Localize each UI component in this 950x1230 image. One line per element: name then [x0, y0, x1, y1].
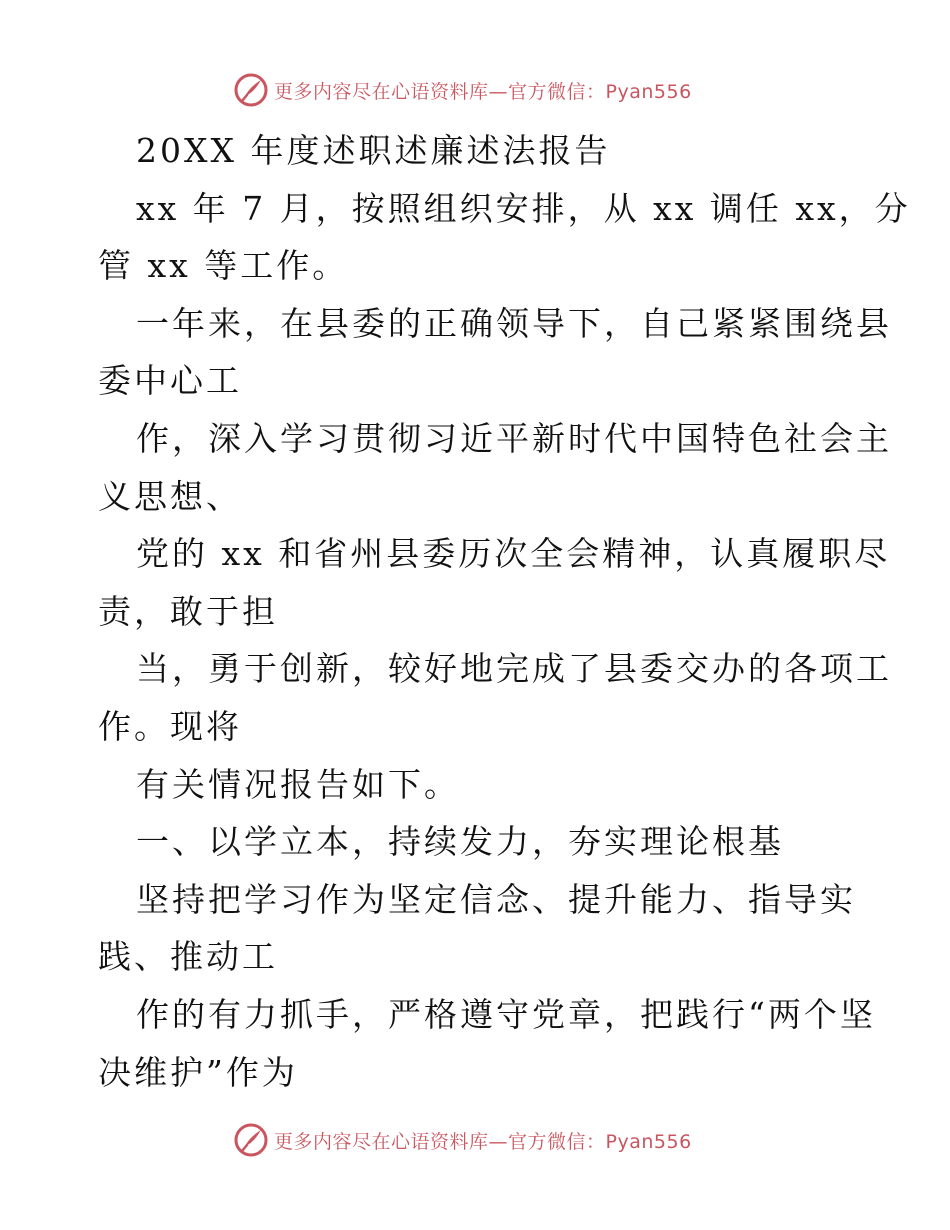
text-line: 管 xx 等工作。: [98, 246, 349, 286]
text-line: 一年来，在县委的正确领导下，自己紧紧围绕县: [136, 303, 892, 343]
text-line: 有关情况报告如下。: [136, 764, 460, 804]
text-line: 决维护”作为: [98, 1052, 298, 1092]
text-line: xx 年 7 月，按照组织安排，从 xx 调任 xx，分: [136, 188, 911, 228]
text-line: 党的 xx 和省州县委历次全会精神，认真履职尽: [136, 534, 891, 574]
text-line: 义思想、: [98, 476, 242, 516]
text-line: 责，敢于担: [98, 591, 278, 631]
watermark-footer: [234, 1122, 692, 1158]
text-line: 践、推动工: [98, 937, 278, 977]
text-line: 20XX 年度述职述廉述法报告: [136, 131, 611, 170]
watermark-text: 更多内容尽在心语资料库—官方微信：Pyan556: [274, 1130, 692, 1153]
text-line: 一、以学立本，持续发力，夯实理论根基: [136, 822, 784, 862]
feather-pen-logo-icon: [234, 1123, 268, 1157]
text-line: 作的有力抓手，严格遵守党章，把践行“两个坚: [136, 994, 876, 1034]
watermark-text: 更多内容尽在心语资料库—官方微信：Pyan556: [274, 80, 692, 103]
text-line: 作。现将: [98, 706, 242, 746]
text-line: 坚持把学习作为坚定信念、提升能力、指导实: [136, 879, 856, 919]
document-body: [98, 122, 911, 1101]
feather-pen-logo-icon: [234, 73, 268, 107]
text-line: 当，勇于创新，较好地完成了县委交办的各项工: [136, 649, 892, 689]
text-line: 委中心工: [98, 361, 242, 401]
text-line: 作，深入学习贯彻习近平新时代中国特色社会主: [136, 418, 892, 458]
watermark-header: [234, 72, 692, 108]
